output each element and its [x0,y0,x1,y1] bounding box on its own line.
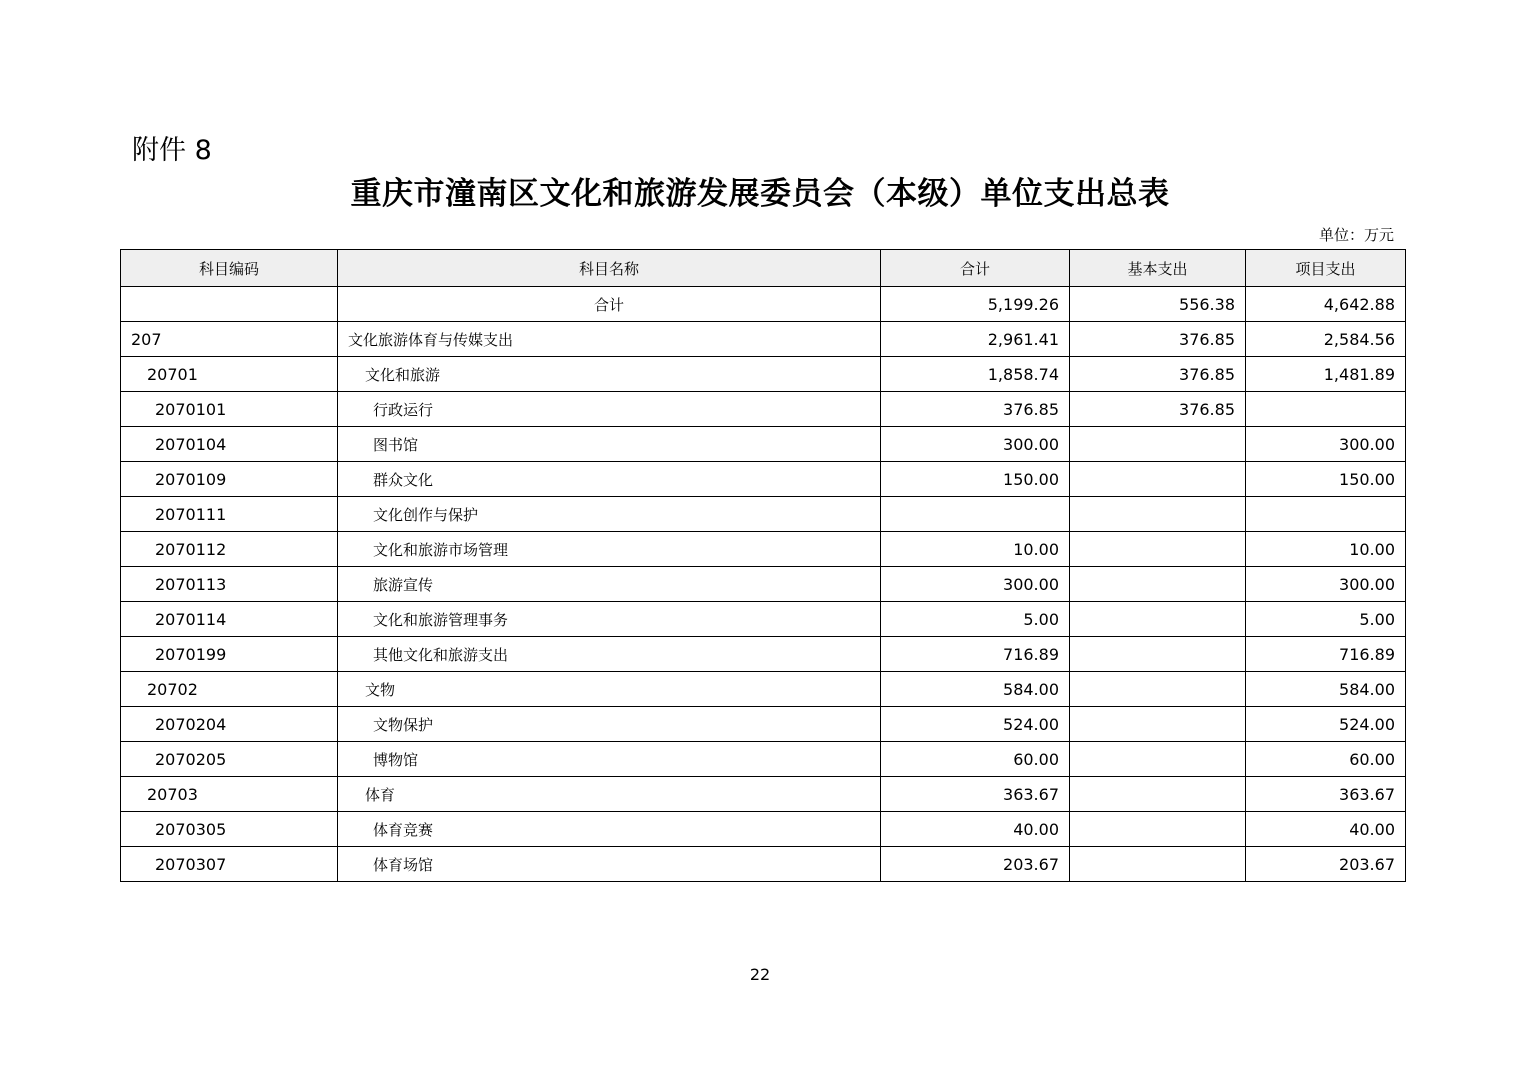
cell-project: 584.00 [1246,672,1406,707]
cell-code: 2070199 [121,637,338,672]
table-row [121,532,1406,567]
cell-code: 20701 [121,357,338,392]
cell-total: 5,199.26 [881,287,1070,322]
cell-name: 行政运行 [338,392,881,427]
cell-total: 716.89 [881,637,1070,672]
cell-basic [1070,707,1246,742]
cell-total: 10.00 [881,532,1070,567]
cell-project: 10.00 [1246,532,1406,567]
cell-name: 其他文化和旅游支出 [338,637,881,672]
cell-name: 文化旅游体育与传媒支出 [338,322,881,357]
table-row [121,392,1406,427]
header-code: 科目编码 [121,250,338,287]
cell-code [121,287,338,322]
cell-project: 150.00 [1246,462,1406,497]
cell-name: 体育 [338,777,881,812]
table-row [121,322,1406,357]
cell-code: 2070113 [121,567,338,602]
cell-basic [1070,777,1246,812]
cell-total: 524.00 [881,707,1070,742]
cell-total: 5.00 [881,602,1070,637]
cell-code: 2070205 [121,742,338,777]
page-number: 22 [749,965,771,984]
cell-basic [1070,462,1246,497]
table-row [121,357,1406,392]
cell-basic [1070,567,1246,602]
cell-total: 376.85 [881,392,1070,427]
cell-project: 4,642.88 [1246,287,1406,322]
cell-project [1246,497,1406,532]
cell-project: 40.00 [1246,812,1406,847]
table-row [121,287,1406,322]
cell-basic: 376.85 [1070,357,1246,392]
table-row [121,672,1406,707]
cell-basic [1070,497,1246,532]
cell-total: 40.00 [881,812,1070,847]
cell-name: 文化和旅游市场管理 [338,532,881,567]
cell-basic [1070,602,1246,637]
cell-code: 2070307 [121,847,338,882]
cell-total: 363.67 [881,777,1070,812]
expenditure-table [120,249,1406,882]
cell-project: 1,481.89 [1246,357,1406,392]
cell-project: 2,584.56 [1246,322,1406,357]
cell-name: 体育场馆 [338,847,881,882]
table-row [121,742,1406,777]
cell-code: 20702 [121,672,338,707]
cell-code: 2070204 [121,707,338,742]
cell-project: 716.89 [1246,637,1406,672]
cell-name: 文化和旅游管理事务 [338,602,881,637]
cell-code: 2070111 [121,497,338,532]
table-row [121,567,1406,602]
cell-name: 文物保护 [338,707,881,742]
cell-total: 203.67 [881,847,1070,882]
cell-total [881,497,1070,532]
cell-name: 体育竞赛 [338,812,881,847]
cell-code: 20703 [121,777,338,812]
cell-project: 300.00 [1246,427,1406,462]
cell-project: 60.00 [1246,742,1406,777]
cell-project: 300.00 [1246,567,1406,602]
cell-code: 2070114 [121,602,338,637]
table-body [121,287,1406,882]
cell-name: 文化和旅游 [338,357,881,392]
cell-total: 150.00 [881,462,1070,497]
table-row [121,427,1406,462]
table-row [121,497,1406,532]
cell-basic [1070,532,1246,567]
table-header-row [121,250,1406,287]
table-row [121,777,1406,812]
table-row [121,812,1406,847]
cell-project: 363.67 [1246,777,1406,812]
cell-name: 旅游宣传 [338,567,881,602]
cell-name: 图书馆 [338,427,881,462]
cell-code: 2070112 [121,532,338,567]
cell-basic: 376.85 [1070,322,1246,357]
cell-project: 524.00 [1246,707,1406,742]
cell-basic [1070,672,1246,707]
cell-basic: 556.38 [1070,287,1246,322]
header-basic: 基本支出 [1070,250,1246,287]
cell-project: 5.00 [1246,602,1406,637]
cell-total: 60.00 [881,742,1070,777]
page-title: 重庆市潼南区文化和旅游发展委员会（本级）单位支出总表 [350,176,1170,212]
attachment-label: 附件 8 [132,135,212,166]
table-row [121,847,1406,882]
cell-code: 2070101 [121,392,338,427]
unit-label: 单位：万元 [1318,226,1394,244]
header-project: 项目支出 [1246,250,1406,287]
cell-code: 207 [121,322,338,357]
cell-name: 文物 [338,672,881,707]
table-row [121,707,1406,742]
cell-total: 300.00 [881,567,1070,602]
table-row [121,637,1406,672]
header-total: 合计 [881,250,1070,287]
header-name: 科目名称 [338,250,881,287]
cell-name: 群众文化 [338,462,881,497]
cell-total: 1,858.74 [881,357,1070,392]
cell-basic [1070,847,1246,882]
cell-basic [1070,637,1246,672]
cell-basic: 376.85 [1070,392,1246,427]
cell-total: 584.00 [881,672,1070,707]
cell-name: 合计 [338,287,881,322]
cell-code: 2070104 [121,427,338,462]
cell-basic [1070,742,1246,777]
table-row [121,602,1406,637]
cell-basic [1070,427,1246,462]
table-row [121,462,1406,497]
cell-code: 2070109 [121,462,338,497]
cell-project [1246,392,1406,427]
cell-code: 2070305 [121,812,338,847]
cell-name: 文化创作与保护 [338,497,881,532]
cell-total: 2,961.41 [881,322,1070,357]
cell-project: 203.67 [1246,847,1406,882]
cell-basic [1070,812,1246,847]
cell-name: 博物馆 [338,742,881,777]
cell-total: 300.00 [881,427,1070,462]
